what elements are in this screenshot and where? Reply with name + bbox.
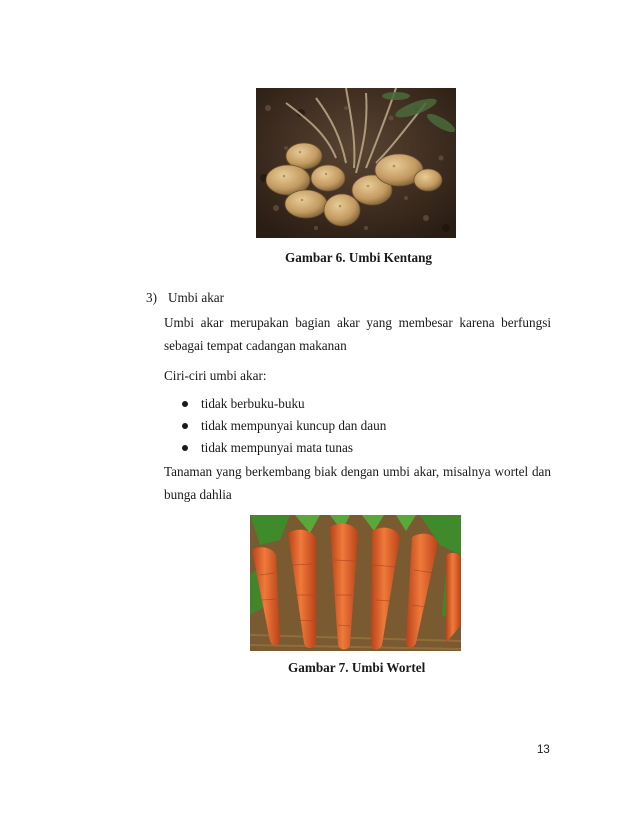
carrot-image (250, 515, 461, 651)
figure-caption-potato: Gambar 6. Umbi Kentang (285, 250, 433, 265)
traits-intro: Ciri-ciri umbi akar: (164, 368, 267, 383)
section-number: 3) (146, 290, 157, 305)
bullet-icon (182, 401, 188, 407)
section-title: Umbi akar (168, 290, 225, 305)
bullet-icon (182, 445, 188, 451)
bullet-icon (182, 423, 188, 429)
list-item (182, 415, 386, 437)
example-paragraph: Tanaman yang berkembang biak dengan umbi akar, misalnya wortel dan bunga dahlia (164, 464, 551, 502)
carrot-illustration (250, 515, 461, 651)
definition-paragraph: Umbi akar merupakan bagian akar yang membesar karena berfungsi sebagai tempat cadangan makanan (164, 315, 551, 353)
list-item-text: tidak mempunyai mata tunas (201, 440, 353, 455)
list-item (182, 437, 386, 459)
list-item (182, 393, 386, 415)
page-number: 13 (537, 744, 550, 756)
list-item-text: tidak berbuku-buku (201, 396, 305, 411)
section-heading (146, 290, 224, 306)
potato-illustration (256, 88, 456, 238)
list-item-text: tidak mempunyai kuncup dan daun (201, 418, 387, 433)
traits-list (182, 393, 386, 459)
potato-image (256, 88, 456, 238)
figure-caption-carrot: Gambar 7. Umbi Wortel (288, 660, 426, 675)
